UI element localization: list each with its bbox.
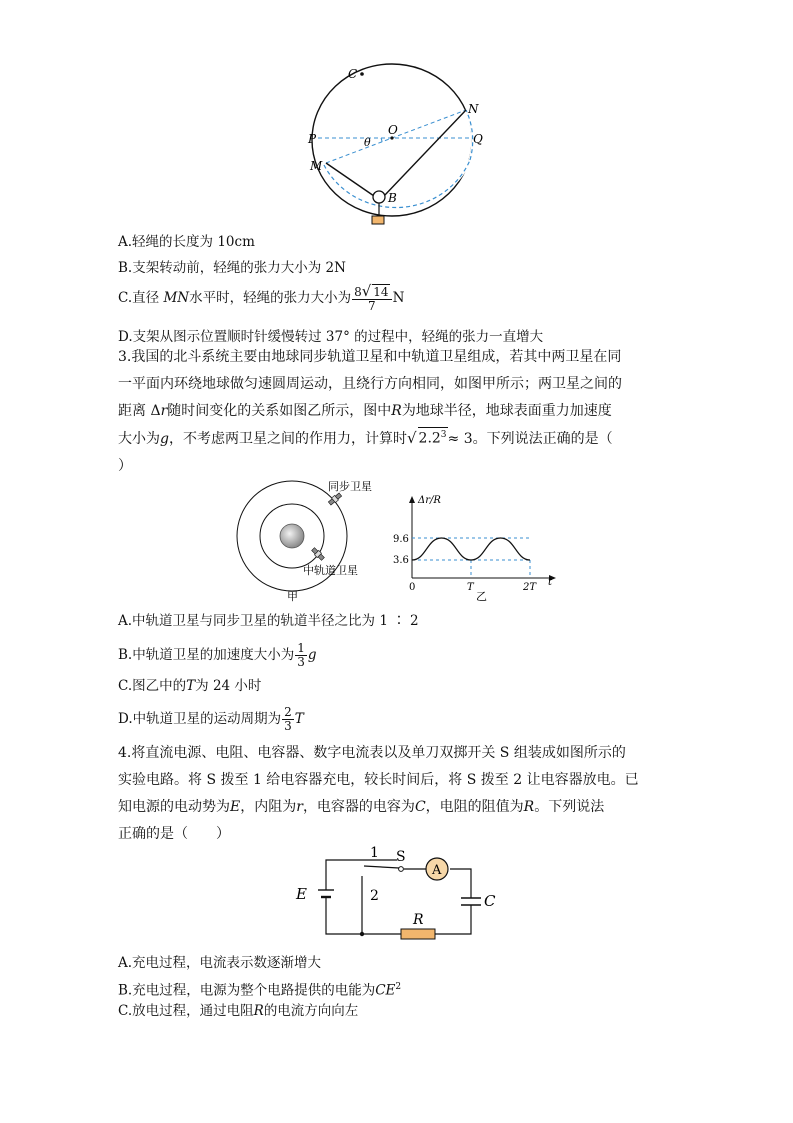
q4-l3-C: C bbox=[414, 799, 426, 815]
q3-l4-a: 大小为 bbox=[118, 431, 160, 447]
q3-l4-c: ≈ 3。下列说法正确的是（ bbox=[447, 431, 613, 447]
q3-l4-radical bbox=[418, 427, 448, 446]
q3-l3-var2: R bbox=[391, 403, 402, 419]
q4-stem bbox=[118, 740, 678, 848]
q2-c-prefix: C.直径 bbox=[118, 290, 160, 306]
q3-line-3 bbox=[118, 398, 678, 425]
q3-d-fraction bbox=[282, 706, 294, 733]
q3-d-prefix: D.中轨道卫星的运动周期为 bbox=[118, 711, 282, 727]
caption-yi: 乙 bbox=[476, 590, 487, 603]
q4-b-sup: 2 bbox=[395, 982, 402, 992]
q2-c-num-radicand: 14 bbox=[373, 285, 389, 299]
q4-line-4: 正确的是（ ） bbox=[118, 826, 230, 842]
q2-c-den: 7 bbox=[368, 299, 376, 313]
q4-line-1: 4.将直流电源、电阻、电容器、数字电流表以及单刀双掷开关 S 组装成如图所示的 bbox=[118, 745, 626, 761]
q4-l3-d: ，电阻的阻值为 bbox=[425, 799, 524, 815]
axis-t: t bbox=[548, 577, 553, 588]
label-Q: Q bbox=[473, 132, 483, 146]
q4-c-var: R bbox=[253, 1003, 264, 1019]
label-sync-satellite: 同步卫星 bbox=[328, 480, 372, 493]
q3-l4-var: g bbox=[160, 431, 169, 447]
label-R: R bbox=[413, 912, 424, 928]
q4-l3-c: ，电容器的电容为 bbox=[302, 799, 415, 815]
q4-l3-b: ，内阻为 bbox=[240, 799, 297, 815]
earth bbox=[280, 524, 304, 548]
q3-l3-a: 距离 Δ bbox=[118, 403, 161, 419]
q2-c-unit: N bbox=[392, 290, 405, 306]
label-N: N bbox=[468, 102, 479, 116]
point-C bbox=[360, 72, 364, 76]
q4-line-2: 实验电路。将 S 拨至 1 给电容器充电，较长时间后，将 S 拨至 2 让电容器放电。已 bbox=[118, 772, 639, 788]
q3-line-1: 3.我国的北斗系统主要由地球同步轨道卫星和中轨道卫星组成，若其中两卫星在同 bbox=[118, 349, 622, 365]
label-P: P bbox=[308, 132, 317, 146]
q3-d-num: 2 bbox=[284, 705, 292, 719]
q4-l3-E: E bbox=[230, 799, 241, 815]
q3-option-d bbox=[118, 706, 304, 733]
q2-option-a: A.轻绳的长度为 10cm bbox=[118, 234, 255, 250]
distance-time-graph-yi bbox=[390, 486, 570, 604]
q3-b-var: g bbox=[307, 647, 317, 663]
y-axis-arrow bbox=[409, 496, 415, 503]
caption-jia: 甲 bbox=[287, 590, 298, 603]
q2-c-fraction: $\frac{8√ 14}{7}$ bbox=[352, 284, 391, 313]
q3-b-fraction bbox=[295, 642, 307, 669]
tick-high: 9.6 bbox=[393, 534, 409, 545]
switch-blade bbox=[364, 866, 399, 868]
label-O: O bbox=[388, 123, 398, 137]
q4-option-b bbox=[118, 977, 401, 1001]
circle-dashed-lower bbox=[324, 160, 470, 208]
q3-c-post: 为 24 小时 bbox=[195, 678, 262, 694]
q2-c-num-coef: 8 bbox=[354, 285, 362, 299]
label-A: A bbox=[432, 863, 442, 878]
wire-bottom bbox=[326, 897, 401, 934]
label-mid-satellite: 中轨道卫星 bbox=[303, 564, 358, 577]
junction-dot bbox=[360, 932, 364, 936]
q3-l3-var: r bbox=[160, 403, 168, 419]
distance-curve bbox=[412, 538, 530, 560]
q3-option-b bbox=[118, 642, 317, 669]
q3-c-prefix: C.图乙中的 bbox=[118, 678, 187, 694]
tick-low: 3.6 bbox=[393, 555, 409, 566]
q2-c-var: MN bbox=[163, 290, 190, 306]
circuit-diagram bbox=[290, 840, 510, 945]
q4-l3-a: 知电源的电动势为 bbox=[118, 799, 230, 815]
label-M: M bbox=[310, 159, 323, 173]
pulley-B bbox=[373, 191, 385, 203]
tick-T: T bbox=[467, 582, 474, 593]
q4-c-prefix: C.放电过程，通过电阻 bbox=[118, 1003, 254, 1019]
wire-right-top bbox=[450, 869, 471, 898]
q4-option-a: A.充电过程，电流表示数逐渐增大 bbox=[118, 955, 322, 971]
wire-bottom-right bbox=[435, 905, 471, 934]
q3-b-prefix: B.中轨道卫星的加速度大小为 bbox=[118, 647, 295, 663]
q4-l3-r: r bbox=[296, 799, 303, 815]
q2-c-mid: 水平时，轻绳的张力大小为 bbox=[189, 290, 352, 306]
circle-rope-figure bbox=[300, 60, 500, 230]
label-C: C bbox=[348, 67, 358, 81]
label-S: S bbox=[396, 849, 406, 865]
q3-line-2: 一平面内环绕地球做匀速圆周运动，且绕行方向相同，如图甲所示；两卫星之间的 bbox=[118, 376, 622, 392]
tick-0: 0 bbox=[409, 582, 416, 593]
q3-b-num: 1 bbox=[297, 641, 305, 655]
label-2: 2 bbox=[370, 888, 379, 904]
label-C: C bbox=[484, 892, 496, 910]
q4-c-post: 的电流方向向左 bbox=[263, 1003, 359, 1019]
q4-line-3 bbox=[118, 794, 678, 821]
q2-option-d: D.支架从图示位置顺时针缓慢转过 37° 的过程中，轻绳的张力一直增大 bbox=[118, 329, 544, 345]
label-theta: θ bbox=[364, 136, 371, 149]
q3-stem bbox=[118, 344, 678, 480]
q3-d-den: 3 bbox=[284, 719, 292, 733]
tick-2T: 2T bbox=[523, 582, 537, 593]
hanging-weight bbox=[372, 216, 384, 224]
q3-line-5: ） bbox=[118, 458, 132, 474]
label-B: B bbox=[388, 191, 397, 205]
circle-dashed-arc bbox=[324, 160, 470, 208]
q3-c-var: T bbox=[186, 678, 196, 694]
q4-option-c bbox=[118, 1001, 358, 1021]
q3-l4-exponent: 3 bbox=[440, 430, 447, 441]
q3-l4-b: ，不考虑两卫星之间的作用力，计算时 bbox=[168, 431, 407, 447]
angle-theta-arc bbox=[381, 138, 382, 142]
q3-option-c bbox=[118, 676, 261, 696]
q3-l3-c: 为地球半径，地球表面重力加速度 bbox=[401, 403, 612, 419]
label-E: E bbox=[296, 885, 307, 903]
q4-b-expr: CE bbox=[375, 982, 396, 999]
resistor-R bbox=[401, 929, 435, 939]
sync-satellite-icon bbox=[328, 492, 343, 506]
q4-b-prefix: B.充电过程，电源为整个电路提供的电能为 bbox=[118, 982, 376, 999]
switch-pivot bbox=[399, 867, 404, 872]
mid-satellite-icon bbox=[311, 547, 325, 561]
q2-option-c bbox=[118, 284, 404, 313]
q3-l4-radicand: 2.2 bbox=[418, 431, 441, 447]
q3-b-den: 3 bbox=[297, 655, 305, 669]
q4-l3-e: 。下列说法 bbox=[534, 799, 605, 815]
q3-line-4: 大小为g，不考虑两卫星之间的作用力，计算时√ $2.2^3\approx 3$。下列说法正确的是（ bbox=[118, 429, 613, 447]
q3-l3-b: 随时间变化的关系如图乙所示，图中 bbox=[167, 403, 392, 419]
label-1: 1 bbox=[370, 845, 379, 861]
q2-option-b: B.支架转动前，轻绳的张力大小为 2N bbox=[118, 260, 346, 276]
orbit-figure-jia bbox=[230, 478, 380, 606]
q3-option-a: A.中轨道卫星与同步卫星的轨道半径之比为 1 ∶ 2 bbox=[118, 613, 419, 629]
ylabel: Δr/R bbox=[418, 495, 441, 506]
q3-d-var: T bbox=[294, 711, 304, 727]
q4-l3-R: R bbox=[523, 799, 535, 815]
